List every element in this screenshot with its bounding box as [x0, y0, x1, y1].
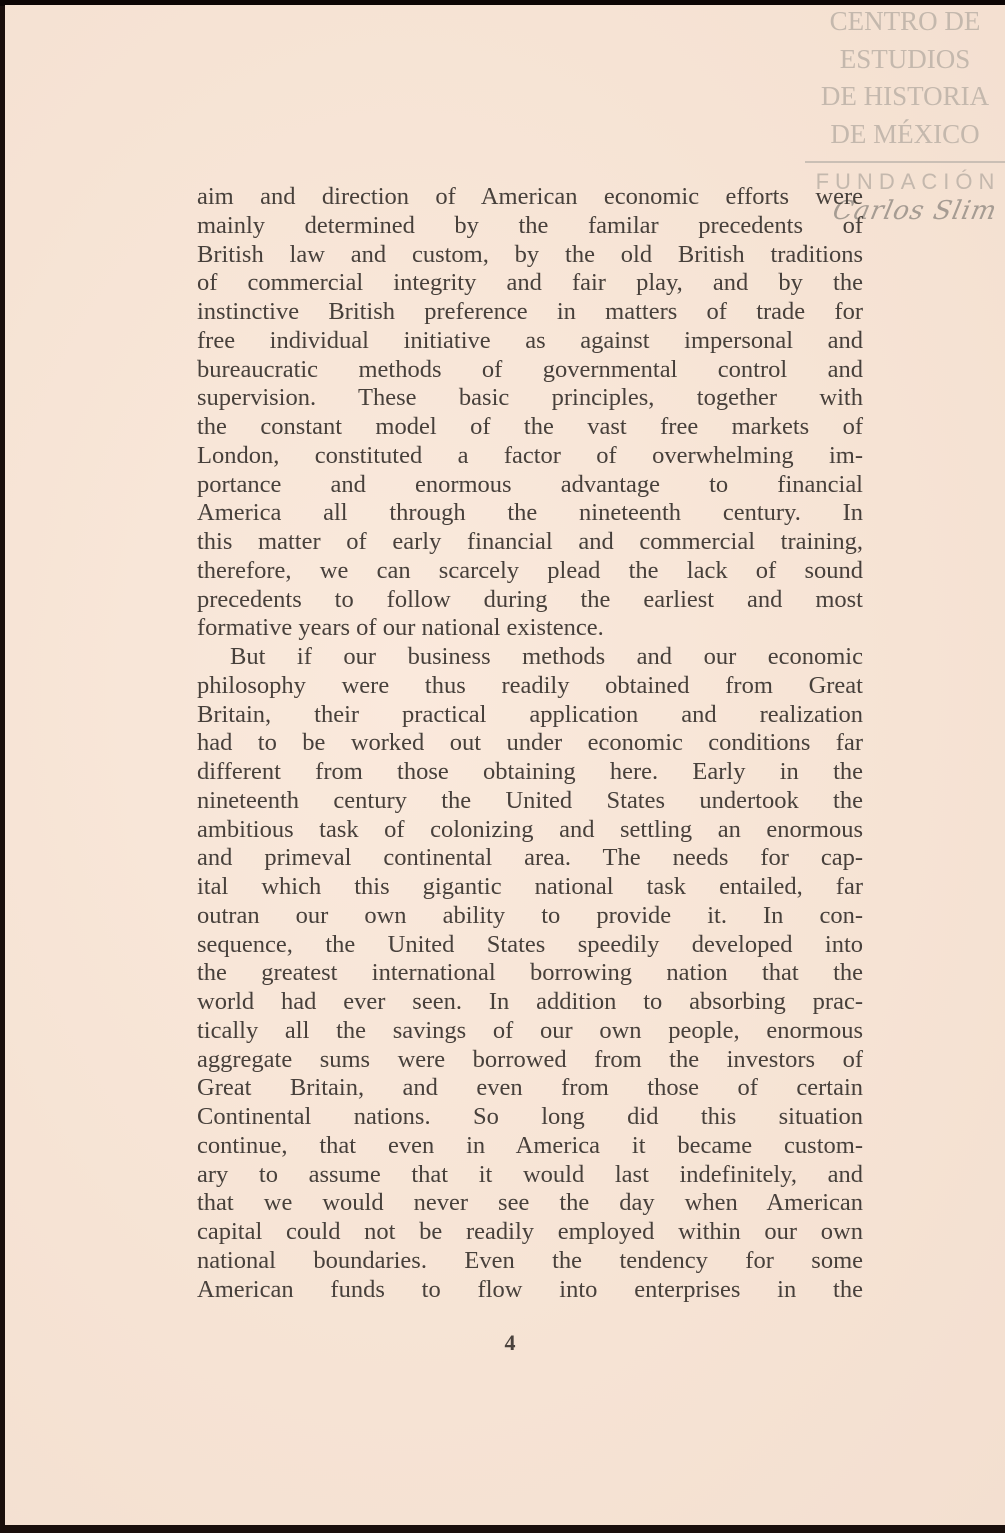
- paragraph-2: [197, 643, 863, 1304]
- text-line: instinctive British preference in matters of trade for: [197, 298, 863, 325]
- text-line: and primeval continental area. The needs for cap-: [197, 844, 863, 872]
- text-line: different from those obtaining here. Early in the: [197, 758, 863, 785]
- text-line: this matter of early financial and commercial training,: [197, 528, 863, 555]
- text-line: ital which this gigantic national task entailed, far: [197, 873, 863, 900]
- text-line: But if our business methods and our economic: [230, 643, 863, 670]
- text-line: philosophy were thus readily obtained from Great: [197, 671, 863, 699]
- text-line: tically all the savings of our own people, enormous: [197, 1016, 863, 1044]
- text-line: ary to assume that it would last indefinitely, and: [197, 1160, 863, 1188]
- watermark-line: DE HISTORIA: [820, 81, 990, 111]
- watermark-line: DE MÉXICO: [830, 118, 980, 149]
- text-line: aim and direction of American economic efforts were: [197, 183, 863, 210]
- text-line: that we would never see the day when American: [197, 1189, 863, 1217]
- watermark-line: CENTRO DE: [829, 6, 981, 36]
- text-line: aggregate sums were borrowed from the investors of: [197, 1045, 863, 1073]
- text-line: bureaucratic methods of governmental control and: [197, 355, 863, 383]
- text-line: the greatest international borrowing nation that the: [197, 959, 863, 987]
- text-line: formative years of our national existence.: [197, 614, 604, 642]
- text-line: Continental nations. So long did this situation: [197, 1103, 863, 1130]
- text-line: sequence, the United States speedily developed into: [197, 930, 863, 958]
- text-line: ambitious task of colonizing and settling an enormous: [197, 815, 863, 843]
- watermark-divider: [805, 161, 1005, 163]
- paragraph-1: [197, 183, 863, 643]
- text-line: British law and custom, by the old British traditions: [197, 240, 863, 268]
- text-line: London, constituted a factor of overwhelming im-: [197, 441, 863, 469]
- body-text: [197, 183, 863, 1304]
- text-line: American funds to flow into enterprises in the: [197, 1275, 863, 1303]
- text-line: outran our own ability to provide it. In con-: [197, 901, 863, 929]
- text-line: Great Britain, and even from those of certain: [197, 1074, 863, 1102]
- text-line: therefore, we can scarcely plead the lack of sound: [197, 556, 863, 584]
- text-line: national boundaries. Even the tendency for some: [197, 1246, 863, 1274]
- page-number: 4: [504, 1330, 516, 1355]
- text-line: supervision. These basic principles, together with: [197, 384, 863, 412]
- text-line: mainly determined by the familar precedents of: [197, 211, 863, 239]
- text-line: nineteenth century the United States undertook the: [197, 786, 863, 814]
- text-line: continue, that even in America it became custom-: [197, 1131, 863, 1159]
- watermark-signature: Carlos Slim: [830, 196, 1000, 226]
- text-line: the constant model of the vast free markets of: [197, 413, 863, 440]
- text-line: precedents to follow during the earliest and most: [197, 585, 863, 613]
- watermark-foundation-label: FUNDACIÓN: [815, 169, 1001, 194]
- text-line: America all through the nineteenth century. In: [197, 499, 863, 527]
- text-line: portance and enormous advantage to financial: [197, 470, 863, 498]
- text-line: of commercial integrity and fair play, and by the: [197, 269, 863, 297]
- text-line: Britain, their practical application and realization: [197, 700, 863, 728]
- text-line: capital could not be readily employed within our own: [197, 1218, 863, 1245]
- watermark-line: ESTUDIOS: [839, 43, 971, 74]
- text-line: world had ever seen. In addition to absorbing prac-: [197, 988, 863, 1015]
- text-line: free individual initiative as against impersonal and: [197, 326, 863, 354]
- text-line: had to be worked out under economic conditions far: [197, 729, 863, 757]
